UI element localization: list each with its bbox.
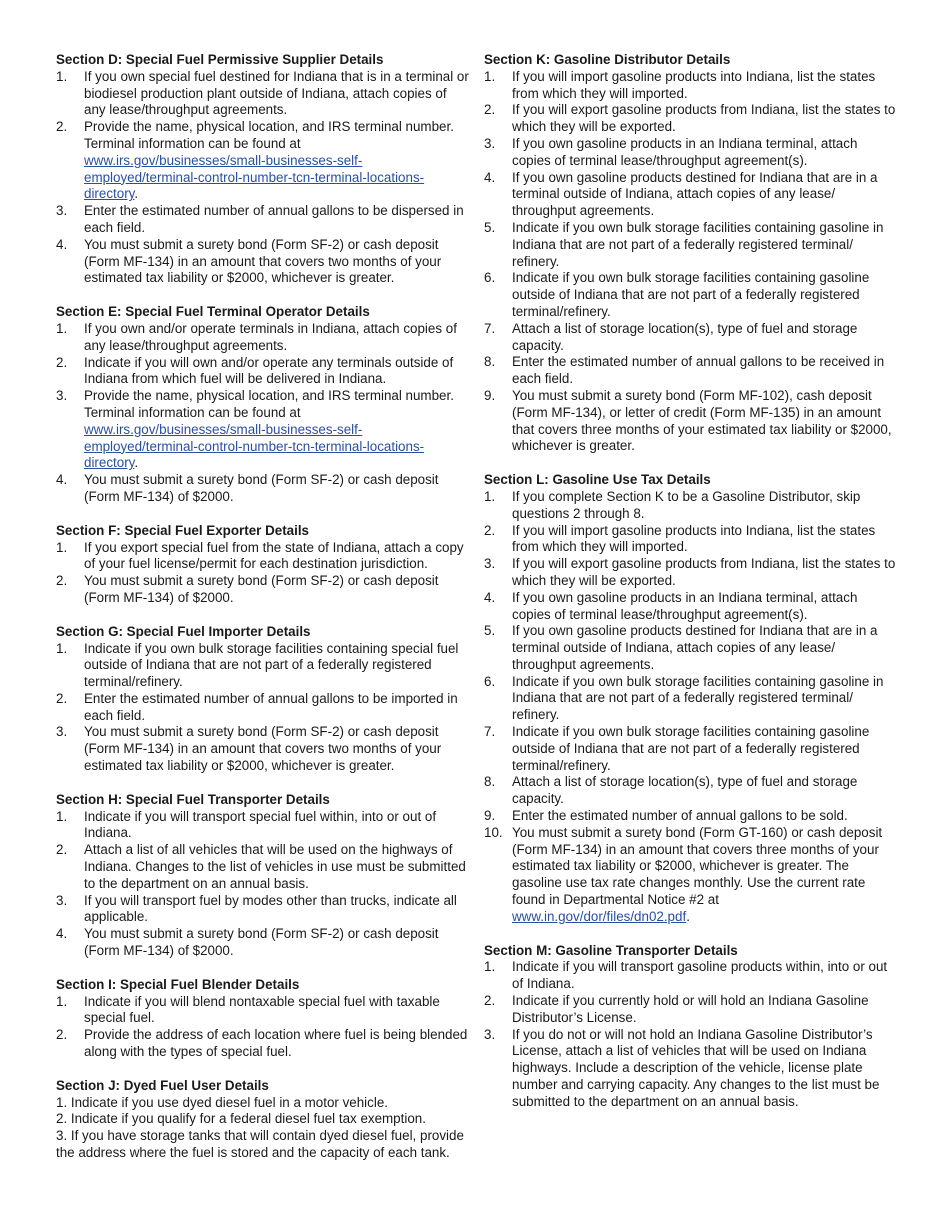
item-number: 3.: [484, 556, 496, 572]
item-number: 3.: [484, 135, 496, 151]
section-l: [484, 472, 896, 926]
section-heading: Section I: Special Fuel Blender Details: [56, 976, 300, 992]
item-number: 6.: [484, 270, 496, 286]
item-number: 9.: [484, 808, 496, 824]
item-number: 6.: [484, 673, 496, 689]
list-item: [56, 472, 470, 506]
section-h: [56, 792, 470, 960]
item-number: 9.: [484, 387, 496, 403]
item-number: 3.: [56, 388, 68, 404]
item-text: Provide the name, physical location, and IRS terminal number. Terminal information can be found at: [84, 388, 454, 420]
list-item: [56, 119, 470, 203]
item-text: Provide the address of each location where fuel is being blended along with the types of special fuel.: [84, 1027, 468, 1060]
item-number: 3.: [56, 724, 68, 740]
item-text: You must submit a surety bond (Form GT-160) or cash deposit (Form MF-134) in an amount that covers three months of your estimated tax liability or $2000, whichever is greater. The gasoline use tax rate changes monthly. Use the current rate found in Departmental Notice #2 at: [512, 824, 883, 908]
item-number: 3.: [56, 892, 68, 908]
item-text: You must submit a surety bond (Form SF-2) or cash deposit (Form MF-134) in an amount that covers two months of your estimated tax liability or $2000, whichever is greater.: [84, 236, 442, 286]
item-text: Indicate if you currently hold or will hold an Indiana Gasoline Distributor’s License.: [512, 993, 869, 1025]
section-e: [56, 304, 470, 506]
section-g: [56, 624, 470, 775]
item-text: If you own gasoline products in an Indiana terminal, attach copies of terminal lease/throughput agreement(s).: [512, 135, 858, 168]
list-item: [484, 1027, 896, 1111]
item-number: 2.: [56, 573, 68, 589]
list-item: 1. Indicate if you use dyed diesel fuel in a motor vehicle.: [56, 1094, 388, 1110]
list-item: [56, 388, 470, 472]
section-j: [56, 1078, 470, 1162]
item-text: Attach a list of storage location(s), type of fuel and storage capacity.: [512, 320, 858, 353]
item-number: 2.: [56, 690, 68, 706]
list-item: [484, 674, 896, 724]
section-heading: Section J: Dyed Fuel User Details: [56, 1077, 269, 1093]
left-column: [56, 52, 470, 1179]
item-number: 10.: [484, 824, 503, 840]
item-text: Enter the estimated number of annual gallons to be sold.: [512, 808, 848, 824]
list-item: [484, 825, 896, 926]
instruction-list: [56, 540, 470, 607]
list-item: [56, 809, 470, 843]
section-m: [484, 943, 896, 1111]
item-text: If you own gasoline products destined for Indiana that are in a terminal outside of Indiana, attach copies of any lease/ throughput agreements.: [512, 623, 878, 672]
item-number: 8.: [484, 774, 496, 790]
list-item: [56, 573, 470, 607]
item-number: 1.: [56, 539, 68, 555]
list-item: [484, 556, 896, 590]
item-number: 1.: [56, 993, 68, 1009]
item-text: Indicate if you will own and/or operate any terminals outside of Indiana from which fuel will be delivered in Indiana.: [84, 354, 454, 387]
item-text: You must submit a surety bond (Form SF-2) or cash deposit (Form MF-134) in an amount that covers two months of your estimated tax liability or $2000, whichever is greater.: [84, 724, 442, 774]
list-item: [56, 69, 470, 119]
list-item: [56, 893, 470, 927]
item-number: 7.: [484, 724, 496, 740]
item-number: 4.: [484, 589, 496, 605]
instruction-list: [56, 994, 470, 1061]
list-item: [56, 355, 470, 389]
item-number: 1.: [484, 959, 496, 975]
item-text: If you will import gasoline products into Indiana, list the states from which they will imported.: [512, 522, 876, 555]
item-punctuation: .: [134, 186, 139, 202]
item-number: 4.: [484, 169, 496, 185]
item-punctuation: .: [134, 455, 139, 471]
list-item: [484, 69, 896, 103]
item-text: If you complete Section K to be a Gasoline Distributor, skip questions 2 through 8.: [512, 488, 861, 521]
section-k: [484, 52, 896, 455]
item-number: 8.: [484, 354, 496, 370]
item-text: If you export special fuel from the state of Indiana, attach a copy of your fuel license/permit for each destination jurisdiction.: [84, 539, 464, 572]
item-text: Enter the estimated number of annual gallons to be received in each field.: [512, 354, 885, 387]
item-number: 4.: [56, 926, 68, 942]
item-text: If you will export gasoline products from Indiana, list the states to which they will be exported.: [512, 102, 896, 135]
section-heading: Section G: Special Fuel Importer Details: [56, 623, 311, 639]
list-item: [56, 691, 470, 725]
item-text: You must submit a surety bond (Form SF-2) or cash deposit (Form MF-134) of $2000.: [84, 926, 439, 959]
section-d: [56, 52, 470, 287]
section-heading: Section K: Gasoline Distributor Details: [484, 52, 731, 67]
item-text: Indicate if you own bulk storage facilities containing gasoline outside of Indiana that are not part of a federally registered terminal/refinery.: [512, 270, 870, 319]
list-item: [56, 540, 470, 574]
item-text: If you own gasoline products destined for Indiana that are in a terminal outside of Indiana, attach copies of any lease/ throughput agreements.: [512, 169, 878, 219]
terminal-info-link[interactable]: www.in.gov/dor/files/dn02.pdf: [512, 908, 687, 924]
item-text: Attach a list of all vehicles that will be used on the highways of Indiana. Changes to the list of vehicles in use must be submitted to the department on an annual basis.: [84, 842, 466, 891]
list-item: [484, 321, 896, 355]
item-text: Attach a list of storage location(s), type of fuel and storage capacity.: [512, 774, 858, 807]
item-number: 1.: [56, 320, 68, 336]
section-f: [56, 523, 470, 607]
list-item: 2. Indicate if you qualify for a federal diesel fuel tax exemption.: [56, 1111, 426, 1127]
item-text: You must submit a surety bond (Form SF-2) or cash deposit (Form MF-134) of $2000.: [84, 573, 439, 605]
list-item: [484, 489, 896, 523]
terminal-info-link[interactable]: www.irs.gov/businesses/small-businesses-self-employed/terminal-control-number-tcn-terminal-locations-directory: [84, 152, 425, 202]
item-text: Indicate if you own bulk storage facilities containing gasoline in Indiana that are not part of a federally registered terminal/ refinery.: [512, 673, 884, 723]
list-item: [484, 724, 896, 774]
list-item: [484, 136, 896, 170]
item-text: Indicate if you own bulk storage facilities containing gasoline in Indiana that are not part of a federally registered terminal/ refinery.: [512, 219, 884, 269]
list-item: [484, 774, 896, 808]
section-i: [56, 977, 470, 1061]
item-text: You must submit a surety bond (Form MF-102), cash deposit (Form MF-134), or letter of credit (Form MF-135) in an amount that covers three months of your estimated tax liability or $2000, whichever is greater.: [512, 387, 892, 454]
list-item: [484, 270, 896, 320]
item-text: If you own special fuel destined for Indiana that is in a terminal or biodiesel production plant outside of Indiana, attach copies of any lease/throughput agreements.: [84, 68, 469, 118]
item-number: 1.: [56, 68, 68, 84]
item-number: 2.: [56, 1027, 68, 1043]
list-item: [56, 321, 470, 355]
item-punctuation: .: [686, 908, 690, 924]
list-item: [56, 1027, 470, 1061]
list-item: [484, 590, 896, 624]
item-text: Indicate if you own bulk storage facilities containing gasoline outside of Indiana that are not part of a federally registered terminal/refinery.: [512, 724, 870, 773]
item-text: Indicate if you own bulk storage facilities containing special fuel outside of Indiana that are not part of a federally registered terminal/refinery.: [84, 640, 459, 690]
list-item: [484, 623, 896, 673]
item-number: 1.: [484, 68, 496, 84]
item-number: 7.: [484, 320, 496, 336]
instruction-list: [484, 959, 896, 1110]
instruction-list: [56, 809, 470, 960]
list-item: [484, 170, 896, 220]
item-text: If you will transport fuel by modes other than trucks, indicate all applicable.: [84, 892, 457, 925]
item-number: 3.: [484, 1026, 496, 1042]
item-number: 3.: [56, 203, 68, 219]
item-number: 1.: [56, 640, 68, 656]
list-item: [56, 203, 470, 237]
item-text: You must submit a surety bond (Form SF-2) or cash deposit (Form MF-134) of $2000.: [84, 472, 439, 504]
item-text: If you do not or will not hold an Indiana Gasoline Distributor’s License, attach a list of vehicles that will be used on Indiana highways. Include a description of the vehicle, license plate number and carrying capacity. Any changes to the list must be submitted to the department on an annual basis.: [512, 1026, 880, 1109]
section-heading: Section D: Special Fuel Permissive Supplier Details: [56, 52, 384, 67]
list-item: 3. If you have storage tanks that will contain dyed diesel fuel, provide the address where the fuel is stored and the capacity of each tank.: [56, 1128, 464, 1161]
item-text: If you will export gasoline products from Indiana, list the states to which they will be exported.: [512, 556, 896, 588]
item-number: 2.: [484, 102, 496, 118]
list-item: [56, 842, 470, 892]
list-item: [56, 641, 470, 691]
list-item: [56, 926, 470, 960]
item-text: Enter the estimated number of annual gallons to be imported in each field.: [84, 690, 458, 723]
instruction-list: [484, 489, 896, 926]
item-number: 2.: [56, 354, 68, 370]
item-number: 2.: [56, 119, 68, 135]
section-heading: Section M: Gasoline Transporter Details: [484, 942, 738, 958]
item-text: Indicate if you will blend nontaxable special fuel with taxable special fuel.: [84, 993, 440, 1026]
item-number: 2.: [56, 842, 68, 858]
item-number: 1.: [56, 808, 68, 824]
item-text: If you own gasoline products in an Indiana terminal, attach copies of terminal lease/throughput agreement(s).: [512, 589, 858, 622]
instruction-list: [484, 69, 896, 455]
list-item: [56, 237, 470, 287]
list-item: [56, 724, 470, 774]
item-number: 5.: [484, 623, 496, 639]
section-heading: Section H: Special Fuel Transporter Details: [56, 791, 330, 807]
list-item: [484, 220, 896, 270]
item-number: 2.: [484, 993, 496, 1009]
list-item: [484, 993, 896, 1027]
item-number: 5.: [484, 219, 496, 235]
instruction-list: [56, 69, 470, 287]
list-item: [484, 959, 896, 993]
item-text: Provide the name, physical location, and IRS terminal number. Terminal information can be found at: [84, 119, 454, 151]
item-text: If you will import gasoline products into Indiana, list the states from which they will imported.: [512, 68, 876, 101]
list-item: [484, 388, 896, 455]
list-item: [484, 808, 896, 825]
instruction-list: [56, 321, 470, 506]
list-item: [484, 523, 896, 557]
instruction-list: [56, 641, 470, 775]
section-heading: Section F: Special Fuel Exporter Details: [56, 522, 310, 538]
item-text: If you own and/or operate terminals in Indiana, attach copies of any lease/throughput agreements.: [84, 320, 457, 353]
item-text: Indicate if you will transport special fuel within, into or out of Indiana.: [84, 808, 437, 841]
list-item: [484, 354, 896, 388]
terminal-info-link[interactable]: www.irs.gov/businesses/small-businesses-self-employed/terminal-control-number-tcn-terminal-locations-directory: [84, 421, 425, 471]
item-number: 4.: [56, 472, 68, 488]
list-item: [56, 994, 470, 1028]
right-column: [484, 52, 896, 1128]
section-heading: Section E: Special Fuel Terminal Operator Details: [56, 304, 370, 320]
item-number: 1.: [484, 488, 496, 504]
item-text: Indicate if you will transport gasoline products within, into or out of Indiana.: [512, 959, 888, 992]
list-item: [484, 102, 896, 136]
item-text: Enter the estimated number of annual gallons to be dispersed in each field.: [84, 203, 464, 235]
item-number: 4.: [56, 236, 68, 252]
section-heading: Section L: Gasoline Use Tax Details: [484, 472, 711, 488]
item-number: 2.: [484, 522, 496, 538]
